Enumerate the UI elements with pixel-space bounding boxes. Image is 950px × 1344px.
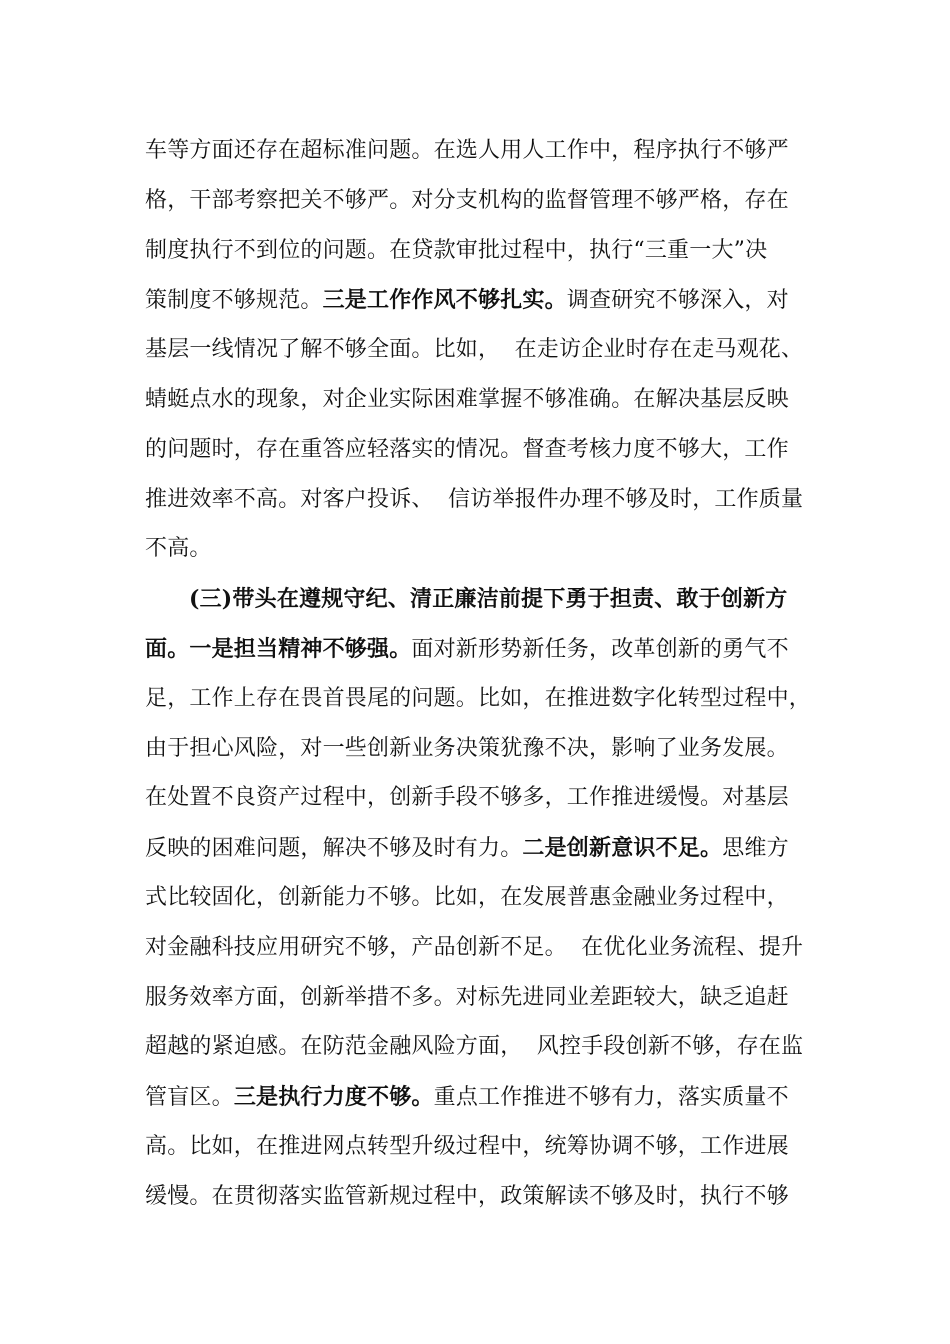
bold-heading-text: (三)带头在遵规守纪、清正廉洁前提下勇于担责、敢于创新方 [189,586,788,612]
text-line [145,280,789,320]
body-text: 制度执行不到位的问题。在贷款审批过程中，执行“三重一大”决 [145,238,768,263]
bold-heading-text: 三是工作作风不够扎实。 [322,287,567,313]
body-text: 对金融科技应用研究不够，产品创新不足。 在优化业务流程、提升 [145,935,804,960]
body-text: 的问题时，存在重答应轻落实的情况。督查考核力度不够大，工作 [145,437,789,462]
text-line [145,430,789,470]
body-text: 调查研究不够深入，对 [566,288,789,313]
text-line [145,1127,789,1167]
body-text: 不高。 [145,536,212,561]
body-text: 重点工作推进不够有力，落实质量不 [433,1085,789,1110]
body-text: 反映的困难问题，解决不够及时有力。 [145,836,523,861]
text-line [145,778,789,818]
body-text: 管盲区。 [145,1085,234,1110]
body-text: 在处置不良资产过程中，创新手段不够多，工作推进缓慢。对基层 [145,785,789,810]
body-text: 服务效率方面，创新举措不多。对标先进同业差距较大，缺乏追赶 [145,985,789,1010]
text-line [145,181,789,221]
text-line [145,131,789,171]
text-line [145,231,767,271]
text-line [189,579,787,619]
body-text: 面对新形势新任务，改革创新的勇气不 [411,637,789,662]
body-text: 策制度不够规范。 [145,288,323,313]
bold-heading-text: 二是创新意识不足。 [522,835,723,861]
bold-heading-text: 三是执行力度不够。 [233,1084,434,1110]
text-line [145,529,212,569]
body-text: 式比较固化，创新能力不够。比如，在发展普惠金融业务过程中， [145,885,789,910]
body-text: 基层一线情况了解不够全面。比如， 在走访企业时存在走马观花、 [145,337,804,362]
text-line [145,679,811,719]
text-line [145,878,789,918]
body-text: 蜻蜓点水的现象，对企业实际困难掌握不够准确。在解决基层反映 [145,387,789,412]
text-line [145,330,803,370]
text-line [145,1027,803,1067]
text-line [145,629,789,669]
text-line [145,928,803,968]
text-line [145,978,789,1018]
bold-heading-text: 面。一是担当精神不够强。 [145,636,412,662]
body-text: 格，干部考察把关不够严。对分支机构的监督管理不够严格，存在 [145,188,789,213]
text-line [145,1077,789,1117]
body-text: 足，工作上存在畏首畏尾的问题。比如，在推进数字化转型过程中， [145,686,812,711]
text-line [145,380,789,420]
body-text: 高。比如，在推进网点转型升级过程中，统筹协调不够，工作进展 [145,1134,789,1159]
body-text: 超越的紧迫感。在防范金融风险方面， 风控手段创新不够，存在监 [145,1034,804,1059]
text-line [145,729,789,769]
text-line [145,480,803,520]
body-text: 思维方 [722,836,789,861]
text-line [145,1177,789,1217]
body-text: 由于担心风险，对一些创新业务决策犹豫不决，影响了业务发展。 [145,736,789,761]
body-text: 缓慢。在贯彻落实监管新规过程中，政策解读不够及时，执行不够 [145,1184,789,1209]
body-text: 车等方面还存在超标准问题。在选人用人工作中，程序执行不够严 [145,138,789,163]
text-line [145,828,789,868]
body-text: 推进效率不高。对客户投诉、 信访举报件办理不够及时，工作质量 [145,487,804,512]
